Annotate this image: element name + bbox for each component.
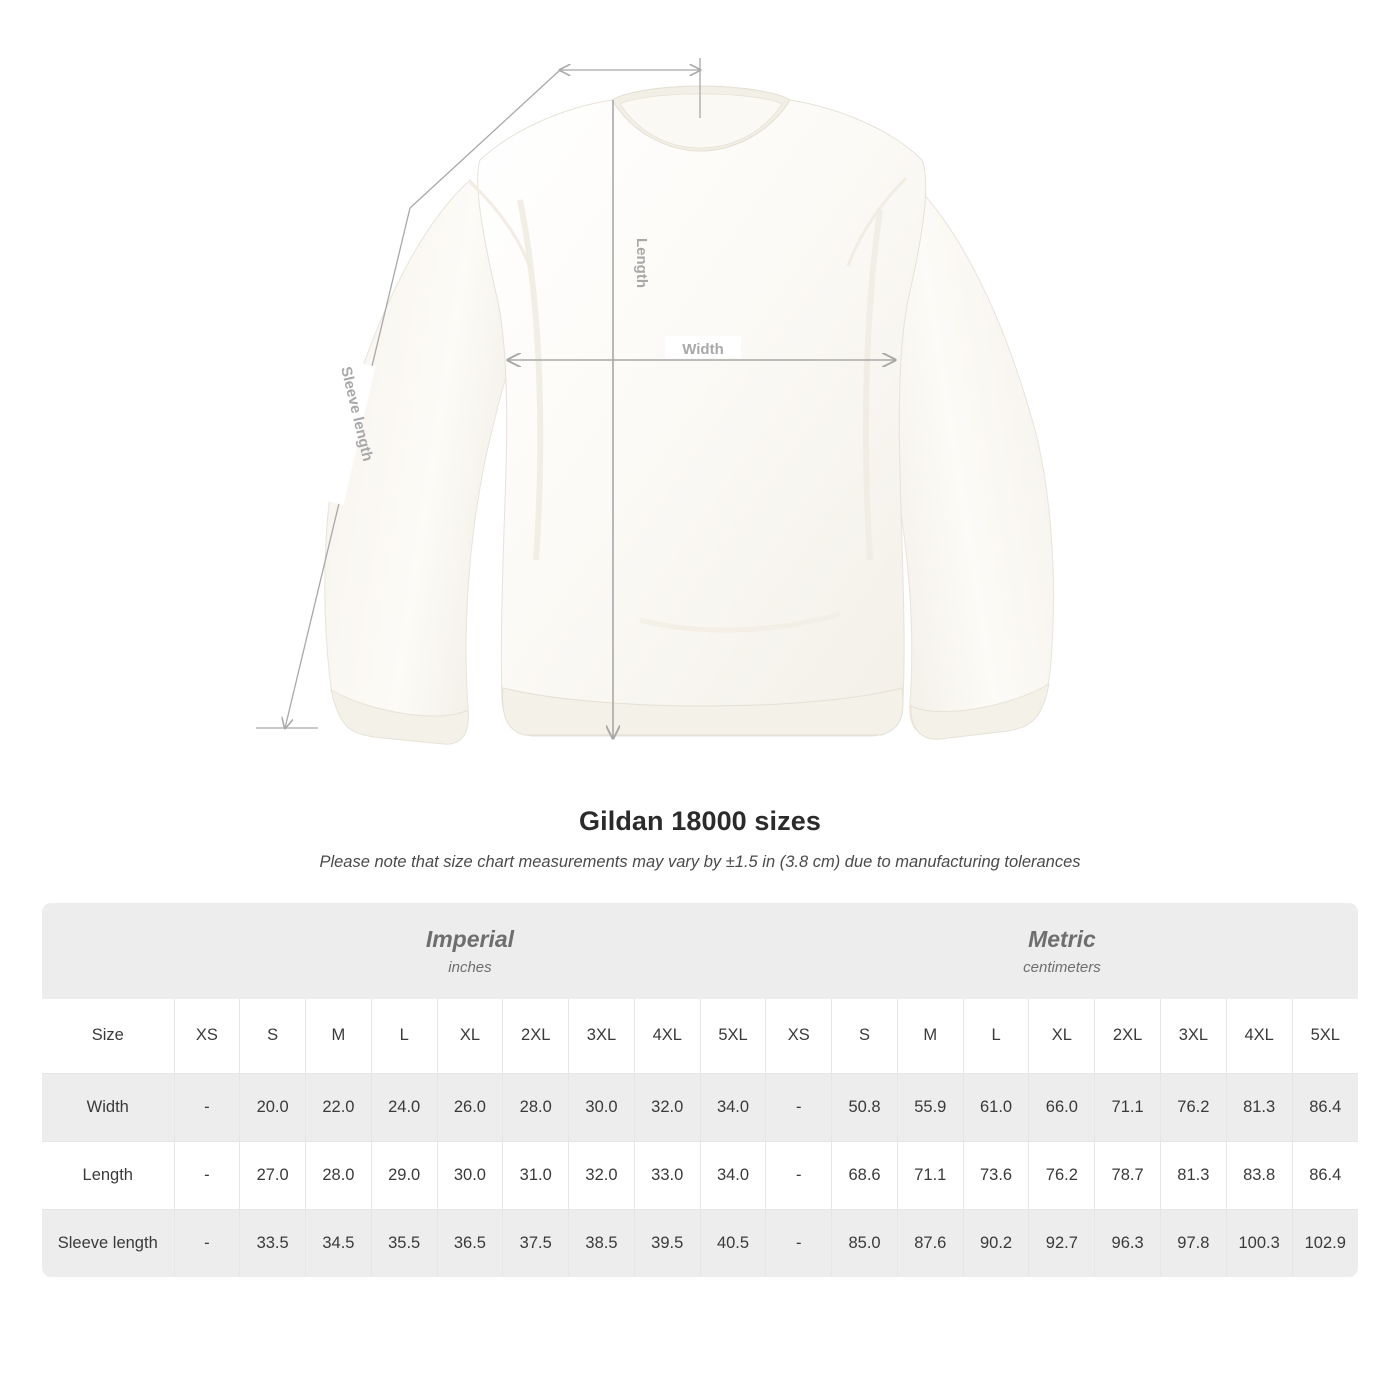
measurement-cell: 36.5 — [437, 1209, 503, 1277]
measurement-cell: 81.3 — [1160, 1141, 1226, 1209]
measurement-cell: 28.0 — [503, 1073, 569, 1141]
row-label: Sleeve length — [42, 1209, 174, 1277]
size-header-cell: XL — [1029, 999, 1095, 1073]
measurement-cell: 76.2 — [1160, 1073, 1226, 1141]
measurement-cell: 92.7 — [1029, 1209, 1095, 1277]
width-label-text: Width — [682, 341, 724, 358]
unit-group-imperial-sub: inches — [448, 959, 492, 976]
row-label: Length — [42, 1141, 174, 1209]
measurement-cell: 83.8 — [1226, 1141, 1292, 1209]
title-block — [0, 806, 1400, 872]
measurement-cell: 22.0 — [306, 1073, 372, 1141]
size-header-row — [42, 999, 1358, 1073]
measurement-cell: 50.8 — [832, 1073, 898, 1141]
row-label: Width — [42, 1073, 174, 1141]
measurement-cell: - — [766, 1141, 832, 1209]
measurement-cell: - — [766, 1209, 832, 1277]
measurement-cell: 55.9 — [897, 1073, 963, 1141]
measurement-cell: - — [174, 1141, 240, 1209]
measurement-cell: 24.0 — [371, 1073, 437, 1141]
measurement-cell: 31.0 — [503, 1141, 569, 1209]
label-width — [665, 336, 741, 358]
unit-header-spacer — [42, 903, 174, 999]
measurement-cell: 90.2 — [963, 1209, 1029, 1277]
size-header-cell: 4XL — [634, 999, 700, 1073]
size-header-cell: 5XL — [700, 999, 766, 1073]
measurement-cell: 96.3 — [1095, 1209, 1161, 1277]
measurement-cell: 86.4 — [1292, 1141, 1358, 1209]
length-label-text: Length — [633, 238, 650, 288]
size-header-cell: 4XL — [1226, 999, 1292, 1073]
chart-note: Please note that size chart measurements may vary by ±1.5 in (3.8 cm) due to manufacturing tolerances — [319, 853, 1081, 871]
measurement-cell: 30.0 — [569, 1073, 635, 1141]
measurement-cell: 87.6 — [897, 1209, 963, 1277]
measurement-cell: 73.6 — [963, 1141, 1029, 1209]
unit-group-metric — [766, 903, 1358, 999]
size-header-cell: XS — [174, 999, 240, 1073]
measurement-cell: 85.0 — [832, 1209, 898, 1277]
table-row — [42, 1141, 1358, 1209]
measurement-cell: 29.0 — [371, 1141, 437, 1209]
size-header-cell: 3XL — [569, 999, 635, 1073]
measurement-cell: 37.5 — [503, 1209, 569, 1277]
measurement-cell: 39.5 — [634, 1209, 700, 1277]
measurement-cell: 78.7 — [1095, 1141, 1161, 1209]
measurement-cell: 28.0 — [306, 1141, 372, 1209]
size-header-cell: XL — [437, 999, 503, 1073]
measurement-cell: 38.5 — [569, 1209, 635, 1277]
measurement-cell: 61.0 — [963, 1073, 1029, 1141]
size-header-cell: L — [371, 999, 437, 1073]
size-header-cell: 2XL — [1095, 999, 1161, 1073]
measurement-cell: 66.0 — [1029, 1073, 1095, 1141]
unit-group-imperial — [174, 903, 766, 999]
measurement-cell: 33.5 — [240, 1209, 306, 1277]
unit-group-metric-sub: centimeters — [1023, 959, 1101, 976]
measurement-cell: 76.2 — [1029, 1141, 1095, 1209]
size-header-cell: S — [240, 999, 306, 1073]
measurement-cell: 32.0 — [634, 1073, 700, 1141]
measurement-cell: 26.0 — [437, 1073, 503, 1141]
measurement-cell: 86.4 — [1292, 1073, 1358, 1141]
measurement-cell: 71.1 — [897, 1141, 963, 1209]
sweatshirt-graphic — [325, 86, 1054, 744]
size-header-cell: M — [306, 999, 372, 1073]
size-header-cell: 2XL — [503, 999, 569, 1073]
measurement-cell: 68.6 — [832, 1141, 898, 1209]
unit-header-row — [42, 903, 1358, 999]
measurement-cell: - — [766, 1073, 832, 1141]
measurement-cell: 34.0 — [700, 1141, 766, 1209]
measurement-cell: 100.3 — [1226, 1209, 1292, 1277]
size-header-cell: M — [897, 999, 963, 1073]
size-table-wrapper — [42, 903, 1358, 1277]
size-header-cell: XS — [766, 999, 832, 1073]
measurement-cell: 20.0 — [240, 1073, 306, 1141]
measurement-cell: - — [174, 1209, 240, 1277]
measurement-cell: 35.5 — [371, 1209, 437, 1277]
measurement-cell: 33.0 — [634, 1141, 700, 1209]
unit-group-imperial-name: Imperial — [425, 926, 515, 952]
measurement-cell: 40.5 — [700, 1209, 766, 1277]
measurement-cell: 102.9 — [1292, 1209, 1358, 1277]
measurement-cell: 27.0 — [240, 1141, 306, 1209]
unit-group-metric-name: Metric — [1028, 926, 1096, 952]
measurement-cell: - — [174, 1073, 240, 1141]
measurement-cell: 71.1 — [1095, 1073, 1161, 1141]
measurement-cell: 30.0 — [437, 1141, 503, 1209]
size-table-body — [42, 1073, 1358, 1277]
measurement-cell: 32.0 — [569, 1141, 635, 1209]
sleeve-length-label-text: Sleeve length — [337, 364, 377, 463]
size-header-cell: 3XL — [1160, 999, 1226, 1073]
size-header-cell: S — [832, 999, 898, 1073]
size-header-cell: L — [963, 999, 1029, 1073]
size-table — [42, 903, 1358, 1277]
measurement-cell: 97.8 — [1160, 1209, 1226, 1277]
measurement-cell: 34.5 — [306, 1209, 372, 1277]
measurement-cell: 81.3 — [1226, 1073, 1292, 1141]
table-row — [42, 1073, 1358, 1141]
table-row — [42, 1209, 1358, 1277]
size-header-cell: 5XL — [1292, 999, 1358, 1073]
chart-title: Gildan 18000 sizes — [579, 806, 821, 836]
size-header-label: Size — [42, 999, 174, 1073]
measurement-cell: 34.0 — [700, 1073, 766, 1141]
